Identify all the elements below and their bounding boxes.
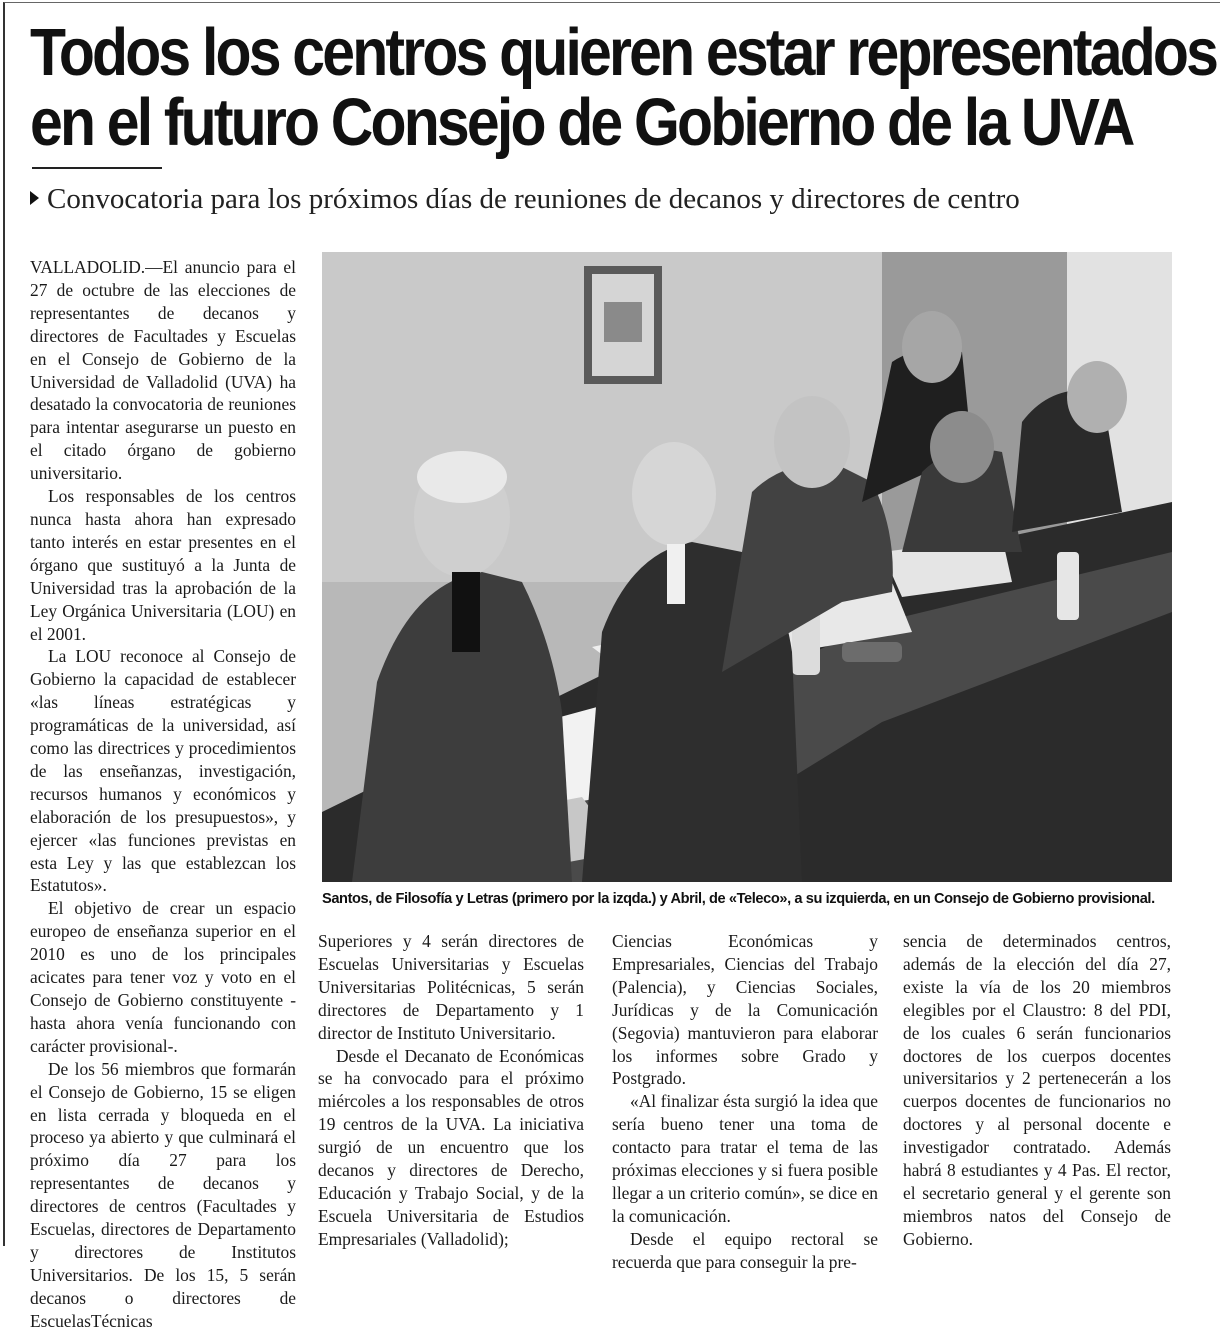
headline	[30, 15, 1217, 160]
subheadline-text: Convocatoria para los próximos días de reuniones de decanos y directores de centro	[47, 183, 1020, 215]
paragraph: La LOU reconoce al Consejo de Gobierno la capacidad de establecer «las líneas estratégicas y programáticas de la universidad, así como las directrices y procedimientos de las enseñanzas, investigación, recursos humanos y económicos y elaboración de los presupuestos», y ejercer «las funciones previstas en esta Ley y las que establezcan los Estatutos».	[30, 646, 296, 896]
paragraph: De los 56 miembros que formarán el Consejo de Gobierno, 15 se eligen en lista cerrada y bloqueda en el proceso ya abierto y que culminará el próximo día 27 para los representantes de decanos y directores de centros (Facultades y Escuelas, directores de Departamento y directores de Institutos Universitarios. De los 15, 5 serán decanos o directores de EscuelasTécnicas	[30, 1058, 296, 1331]
paragraph: Los responsables de los centros nunca hasta ahora han expresado tanto interés en estar presentes en el órgano que sustituyó a la Junta de Universidad tras la aprobación de la Ley Orgánica Universitaria (LOU) en el 2001.	[30, 486, 296, 644]
paragraph: Ciencias Económicas y Empresariales, Ciencias del Trabajo (Palencia), y Ciencias Sociales, Jurídicas y de la Comunicación (Segovia) mantuvieron para elaborar los informes sobre Grado y Postgrado.	[612, 931, 878, 1089]
paragraph: El objetivo de crear un espacio europeo de enseñanza superior en el 2010 es uno de los principales acicates para tener voz y voto en el Consejo de Gobierno constituyente -hasta ahora venía funcionando con carácter provisional-.	[30, 898, 296, 1056]
meeting-photo-illustration	[322, 252, 1172, 882]
text-column-3	[612, 930, 878, 1274]
headline-line-2: en el futuro Consejo de Gobierno de la UVA	[30, 85, 1133, 160]
headline-line-1: Todos los centros quieren estar representados	[30, 15, 1217, 90]
paragraph: Desde el equipo rectoral se recuerda que para conseguir la pre-	[612, 1228, 878, 1272]
paragraph: Desde el Decanato de Económicas se ha convocado para el próximo miércoles a los responsables de otros 19 centros de la UVA. La iniciativa surgió de un encuentro que los decanos y directores de Derecho, Educación y Trabajo Social, y de la Escuela Universitaria de Estudios Empresariales (Valladolid);	[318, 1045, 584, 1249]
paragraph: «Al finalizar ésta surgió la idea que sería bueno tener una toma de contacto para tratar el tema de las próximas elecciones y si fuera posible llegar a un criterio común», se dice en la comunicación.	[612, 1091, 878, 1226]
text-column-4	[903, 930, 1171, 1251]
paragraph: VALLADOLID.—El anuncio para el 27 de octubre de las elecciones de representantes de decanos y directores de Facultades y Escuelas en el Consejo de Gobierno de la Universidad de Valladolid (UVA) ha desatado la convocatoria de reuniones para intentar asegurarse un puesto en el citado órgano de gobierno universitario.	[30, 257, 296, 484]
triangle-bullet-icon	[30, 191, 39, 205]
headline-rule	[32, 167, 162, 169]
text-column-1	[30, 256, 296, 1333]
subheadline	[30, 181, 1210, 217]
photo-caption: Santos, de Filosofía y Letras (primero por la izqda.) y Abril, de «Teleco», a su izquierda, en un Consejo de Gobierno provisional.	[322, 891, 1155, 907]
meeting-photo	[322, 252, 1172, 882]
paragraph: sencia de determinados centros, además de la elección del día 27, existe la vía de los 20 miembros elegibles por el Claustro: 8 del PDI, de los cuales 6 serán funcionarios doctores de los cuerpos docentes universitarios y 2 pertenecerán a los cuerpos docentes de funcionarios no doctores y al personal docente e investigador contratado. Además habrá 8 estudiantes y 4 Pas. El rector, el secretario general y el gerente son miembros natos del Consejo de Gobierno.	[903, 931, 1171, 1249]
text-column-2	[318, 930, 584, 1251]
paragraph: Superiores y 4 serán directores de Escuelas Universitarias y Escuelas Universitarias Politécnicas, 5 serán directores de Departamento y 1 director de Instituto Universitario.	[318, 931, 584, 1043]
